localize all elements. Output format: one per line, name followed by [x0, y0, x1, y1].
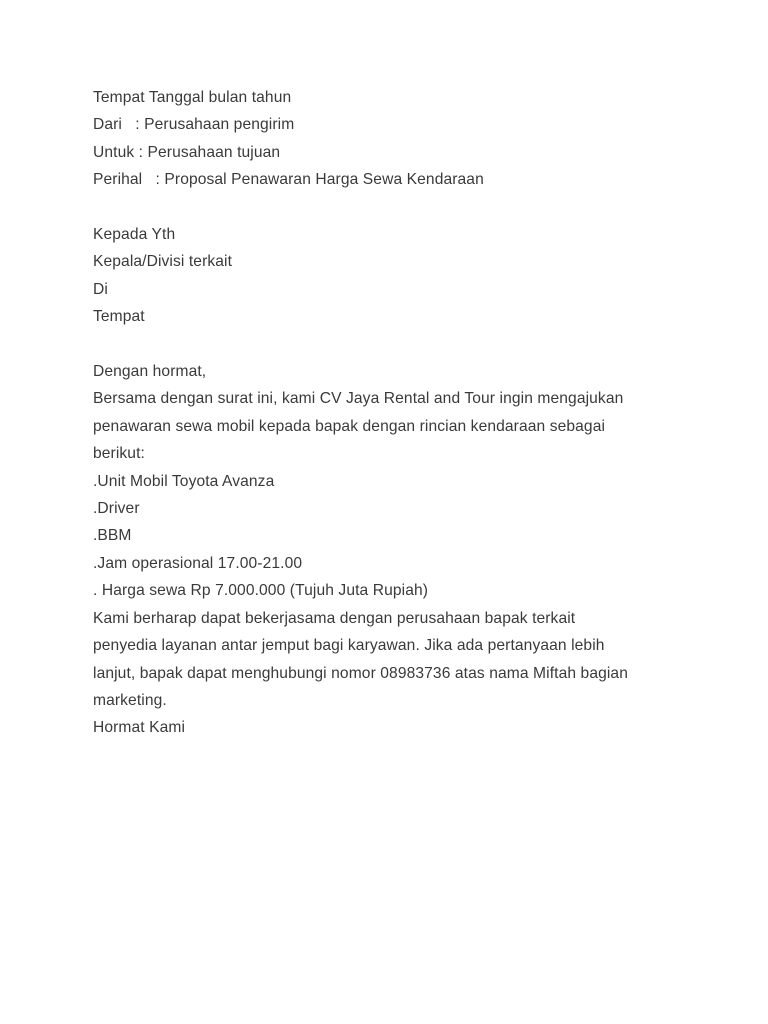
place-date-line: Tempat Tanggal bulan tahun — [93, 89, 292, 106]
intro-line: penawaran sewa mobil kepada bapak dengan rincian kendaraan sebagai — [93, 417, 606, 435]
recipient-line: Kepala/Divisi terkait — [93, 253, 233, 271]
spacer — [93, 194, 713, 221]
to-line: Untuk : Perusahaan tujuan — [93, 143, 281, 161]
sign-off-line: Hormat Kami — [93, 719, 186, 737]
intro-line: berikut: — [93, 445, 145, 463]
recipient-line: Di — [93, 280, 108, 298]
closing-line: lanjut, bapak dapat menghubungi nomor 08983736 atas nama Miftah bagian — [93, 664, 628, 682]
closing-line: penyedia layanan antar jemput bagi karyawan. Jika ada pertanyaan lebih — [93, 637, 605, 655]
intro-line: Bersama dengan surat ini, kami CV Jaya Rental and Tour ingin mengajukan — [93, 390, 624, 408]
list-item: .Unit Mobil Toyota Avanza — [93, 472, 275, 490]
list-item: . Harga sewa Rp 7.000.000 (Tujuh Juta Rupiah) — [93, 582, 429, 600]
subject-line: Perihal : Proposal Penawaran Harga Sewa Kendaraan — [93, 171, 484, 189]
letter-body — [93, 84, 713, 742]
recipient-line: Tempat — [93, 308, 145, 326]
closing-line: marketing. — [93, 691, 167, 709]
recipient-line: Kepada Yth — [93, 226, 176, 244]
list-item: .BBM — [93, 527, 132, 545]
from-line: Dari : Perusahaan pengirim — [93, 116, 295, 134]
greeting-line: Dengan hormat, — [93, 363, 207, 381]
list-item: .Driver — [93, 500, 140, 518]
spacer — [93, 331, 713, 358]
list-item: .Jam operasional 17.00-21.00 — [93, 554, 303, 572]
closing-line: Kami berharap dapat bekerjasama dengan perusahaan bapak terkait — [93, 609, 576, 627]
